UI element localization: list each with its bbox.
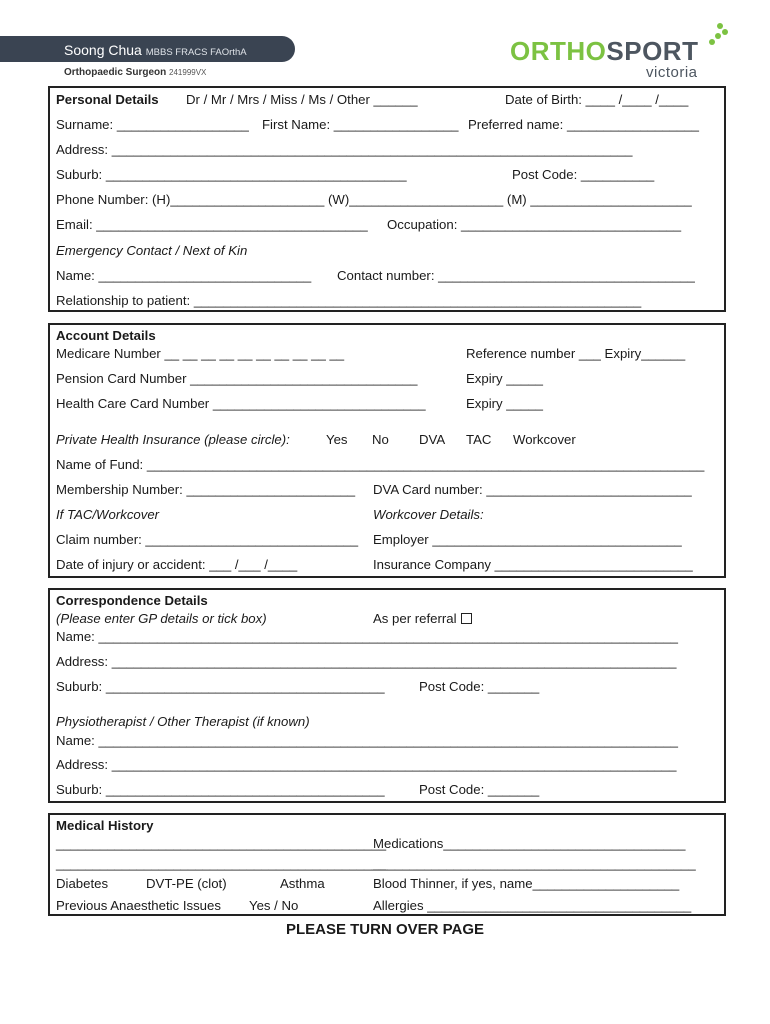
phi-option-no[interactable]: No (372, 432, 389, 447)
date-of-birth-field[interactable]: Date of Birth: ____ /____ /____ (505, 92, 689, 107)
asthma-option[interactable]: Asthma (280, 876, 325, 891)
address-field[interactable]: Address: _______________________________________________________________________ (56, 142, 633, 157)
orthosport-logo (510, 22, 732, 84)
physio-postcode-field[interactable]: Post Code: _______ (419, 782, 540, 797)
phi-option-yes[interactable]: Yes (326, 432, 348, 447)
physio-suburb-field[interactable]: Suburb: ______________________________________ (56, 782, 385, 797)
doctor-title: Orthopaedic Surgeon 241999VX (64, 67, 207, 78)
doctor-name: Soong Chua MBBS FRACS FAOrthA (64, 42, 247, 58)
email-field[interactable]: Email: _____________________________________ (56, 217, 368, 232)
surname-field[interactable]: Surname: __________________ (56, 117, 249, 132)
health-care-card-field[interactable]: Health Care Card Number _____________________________ (56, 396, 426, 411)
personal-details-heading: Personal Details (56, 92, 159, 107)
logo-wordmark: ORTHOSPORT (510, 36, 699, 66)
suburb-field[interactable]: Suburb: _________________________________________ (56, 167, 407, 182)
medical-history-heading: Medical History (56, 818, 154, 833)
logo-dots-icon (706, 22, 730, 48)
gp-postcode-field[interactable]: Post Code: _______ (419, 679, 540, 694)
tac-workcover-label: If TAC/Workcover (56, 507, 160, 522)
workcover-details-label: Workcover Details: (373, 507, 484, 522)
claim-number-field[interactable]: Claim number: _____________________________ (56, 532, 359, 547)
diabetes-option[interactable]: Diabetes (56, 876, 109, 891)
phi-option-tac[interactable]: TAC (466, 432, 492, 447)
turn-over-notice: PLEASE TURN OVER PAGE (285, 921, 485, 938)
dvt-option[interactable]: DVT-PE (clot) (146, 876, 227, 891)
medications-field[interactable]: Medications_________________________________ (373, 836, 686, 851)
fund-name-field[interactable]: Name of Fund: ____________________________________________________________________________ (56, 457, 705, 472)
postcode-field[interactable]: Post Code: __________ (512, 167, 655, 182)
emergency-contact-number-field[interactable]: Contact number: ___________________________________ (337, 268, 695, 283)
correspondence-heading: Correspondence Details (56, 593, 208, 608)
medicare-number-field[interactable]: Medicare Number __ __ __ __ __ __ __ __ __ __ (56, 346, 345, 361)
medications-line-2[interactable]: ____________________________________________ (373, 856, 696, 871)
injury-date-field[interactable]: Date of injury or accident: ___ /___ /____ (56, 557, 298, 572)
emergency-contact-label: Emergency Contact / Next of Kin (56, 243, 248, 258)
anaesthetic-yes-no[interactable]: Yes / No (249, 898, 299, 913)
gp-address-field[interactable]: Address: _____________________________________________________________________________ (56, 654, 677, 669)
gp-note-label: (Please enter GP details or tick box) (56, 611, 267, 626)
membership-number-field[interactable]: Membership Number: _______________________ (56, 482, 356, 497)
title-options[interactable]: Dr / Mr / Mrs / Miss / Ms / Other ______ (186, 92, 418, 107)
medicare-reference-field[interactable]: Reference number ___ Expiry______ (466, 346, 686, 361)
relationship-field[interactable]: Relationship to patient: _____________________________________________________________ (56, 293, 642, 308)
health-care-expiry-field[interactable]: Expiry _____ (466, 396, 543, 411)
employer-field[interactable]: Employer __________________________________ (373, 532, 682, 547)
physio-address-field[interactable]: Address: _____________________________________________________________________________ (56, 757, 677, 772)
gp-name-field[interactable]: Name: _______________________________________________________________________________ (56, 629, 678, 644)
as-per-referral-option: As per referral (373, 611, 472, 627)
dva-card-field[interactable]: DVA Card number: ____________________________ (373, 482, 692, 497)
emergency-name-field[interactable]: Name: _____________________________ (56, 268, 312, 283)
pension-expiry-field[interactable]: Expiry _____ (466, 371, 543, 386)
occupation-field[interactable]: Occupation: ______________________________ (387, 217, 682, 232)
first-name-field[interactable]: First Name: _________________ (262, 117, 459, 132)
medical-history-line-2[interactable]: _____________________________________________ (56, 856, 387, 871)
logo-subtitle: victoria (646, 64, 698, 81)
phone-field[interactable]: Phone Number: (H)_____________________ (W)_____________________ (M) ______________________ (56, 192, 692, 207)
allergies-field[interactable]: Allergies ____________________________________ (373, 898, 692, 913)
anaesthetic-issues-label: Previous Anaesthetic Issues (56, 898, 221, 913)
referral-checkbox[interactable] (461, 613, 472, 624)
account-details-heading: Account Details (56, 328, 156, 343)
phi-option-dva[interactable]: DVA (419, 432, 446, 447)
insurance-company-field[interactable]: Insurance Company ___________________________ (373, 557, 693, 572)
physio-label: Physiotherapist / Other Therapist (if known) (56, 714, 310, 729)
doctor-qualifications: MBBS FRACS FAOrthA (145, 47, 247, 58)
pension-card-field[interactable]: Pension Card Number _______________________________ (56, 371, 418, 386)
phi-option-workcover[interactable]: Workcover (513, 432, 576, 447)
blood-thinner-field[interactable]: Blood Thinner, if yes, name____________________ (373, 876, 680, 891)
physio-name-field[interactable]: Name: _______________________________________________________________________________ (56, 733, 678, 748)
private-health-label: Private Health Insurance (please circle): (56, 432, 290, 447)
provider-number: 241999VX (169, 68, 207, 77)
medical-history-line-1[interactable]: _____________________________________________ (56, 836, 387, 851)
preferred-name-field[interactable]: Preferred name: __________________ (468, 117, 699, 132)
gp-suburb-field[interactable]: Suburb: ______________________________________ (56, 679, 385, 694)
